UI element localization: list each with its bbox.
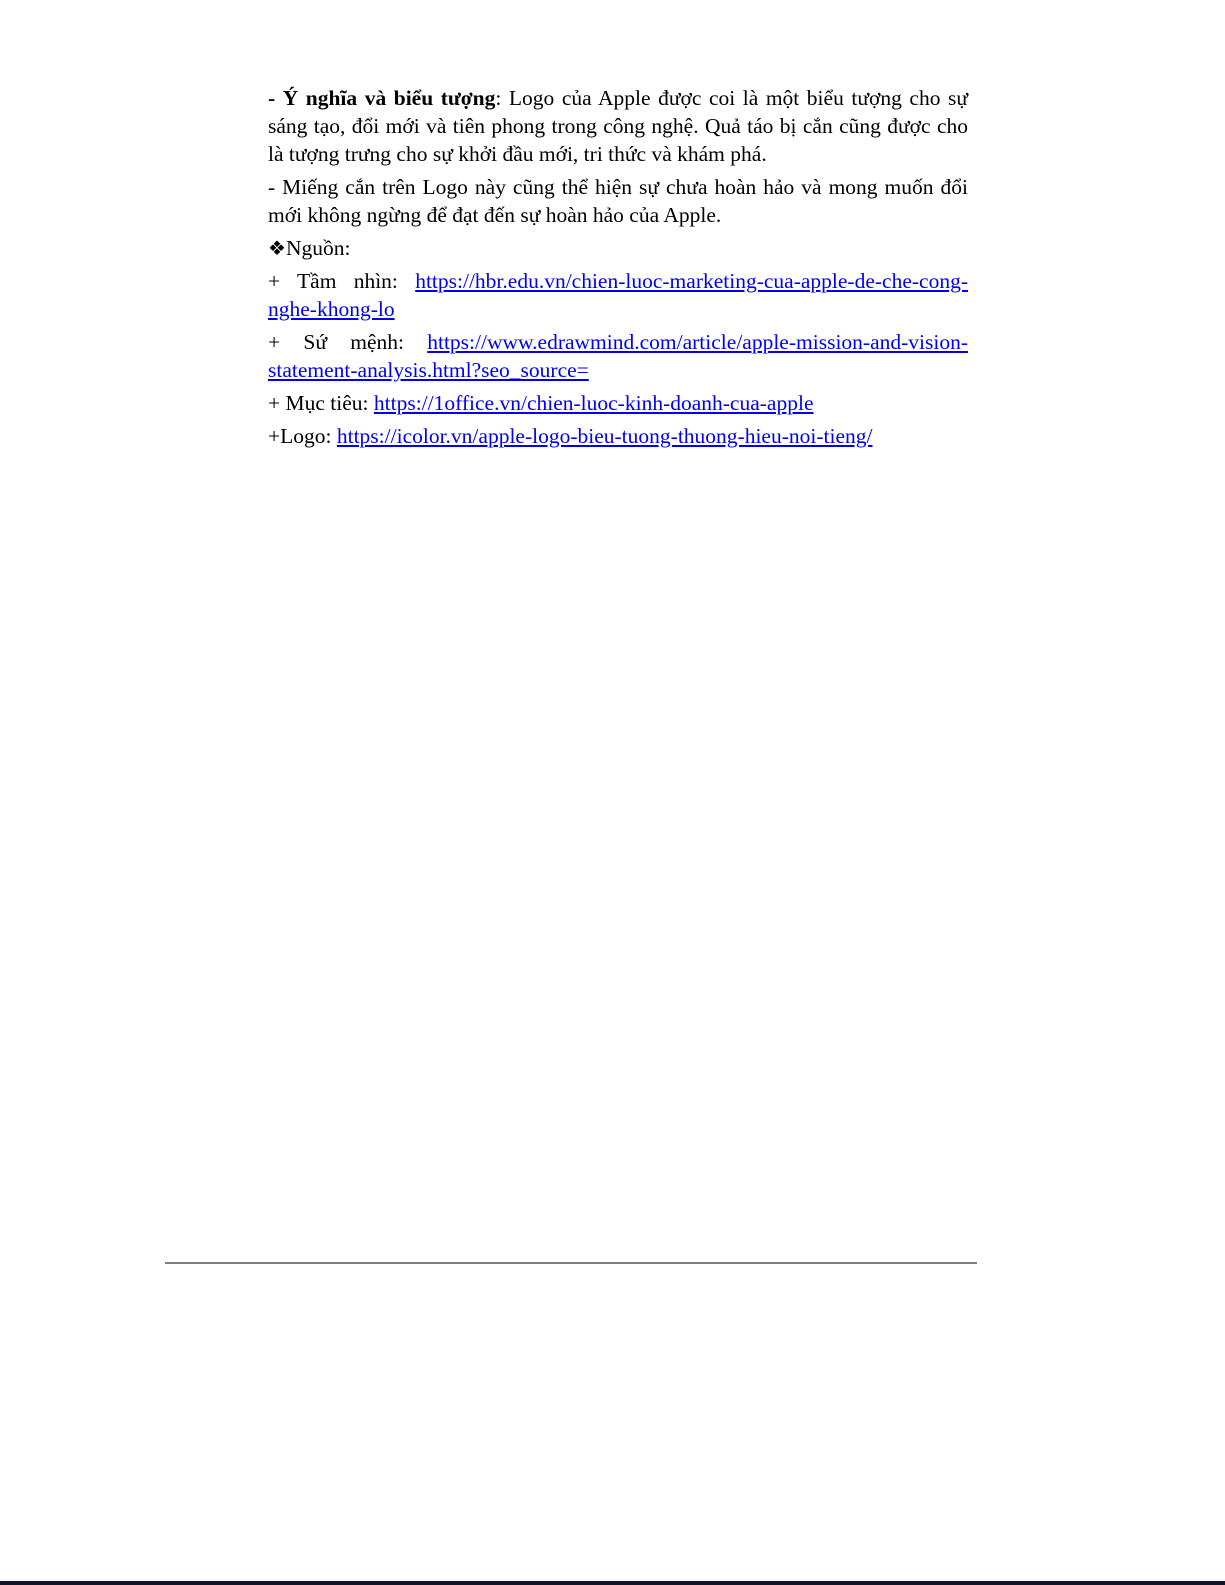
source-line-prefix: + Sứ mệnh:: [268, 330, 428, 354]
paragraph-meaning-symbol: [268, 84, 968, 168]
source-line-prefix: + Mục tiêu:: [268, 391, 374, 415]
source-line-prefix: +Logo:: [268, 424, 337, 448]
paragraph-bite-mark: - Miếng cắn trên Logo này cũng thể hiện sự chưa hoàn hảo và mong muốn đổi mới không ngừng để đạt đến sự hoàn hảo của Apple.: [268, 175, 968, 227]
source-line-logo: [268, 422, 968, 450]
source-line-muc-tieu: [268, 389, 968, 417]
source-line-su-menh: [268, 328, 968, 384]
source-line-prefix: + Tầm nhìn:: [268, 269, 416, 293]
source-link-tam-nhin[interactable]: https://hbr.edu.vn/chien-luoc-marketing-cua-apple-de-che-cong-nghe-khong-lo: [268, 269, 968, 321]
page-bottom-bar: [0, 1581, 1225, 1585]
diamond-bullet-icon: ❖: [268, 236, 286, 260]
source-link-muc-tieu[interactable]: https://1office.vn/chien-luoc-kinh-doanh-cua-apple: [373, 391, 814, 415]
source-link-su-menh[interactable]: https://www.edrawmind.com/article/apple-mission-and-vision-statement-analysis.html?seo_source=: [268, 330, 968, 382]
source-line-tam-nhin: [268, 267, 968, 323]
content-block: [268, 84, 968, 455]
sources-heading-label: Nguồn:: [285, 236, 351, 260]
sources-heading: [268, 234, 968, 262]
source-link-logo[interactable]: https://icolor.vn/apple-logo-bieu-tuong-thuong-hieu-noi-tieng/: [336, 424, 873, 448]
paragraph-lead-bold: - Ý nghĩa và biểu tượng: [268, 86, 496, 110]
footer-divider-line: [165, 1262, 977, 1264]
paragraph-body-text: : Logo của Apple được coi là một biểu tượng cho sự sáng tạo, đổi mới và tiên phong trong công nghệ. Quả táo bị cắn cũng được cho là tượng trưng cho sự khởi đầu mới, tri thức và khám phá.: [268, 86, 968, 166]
